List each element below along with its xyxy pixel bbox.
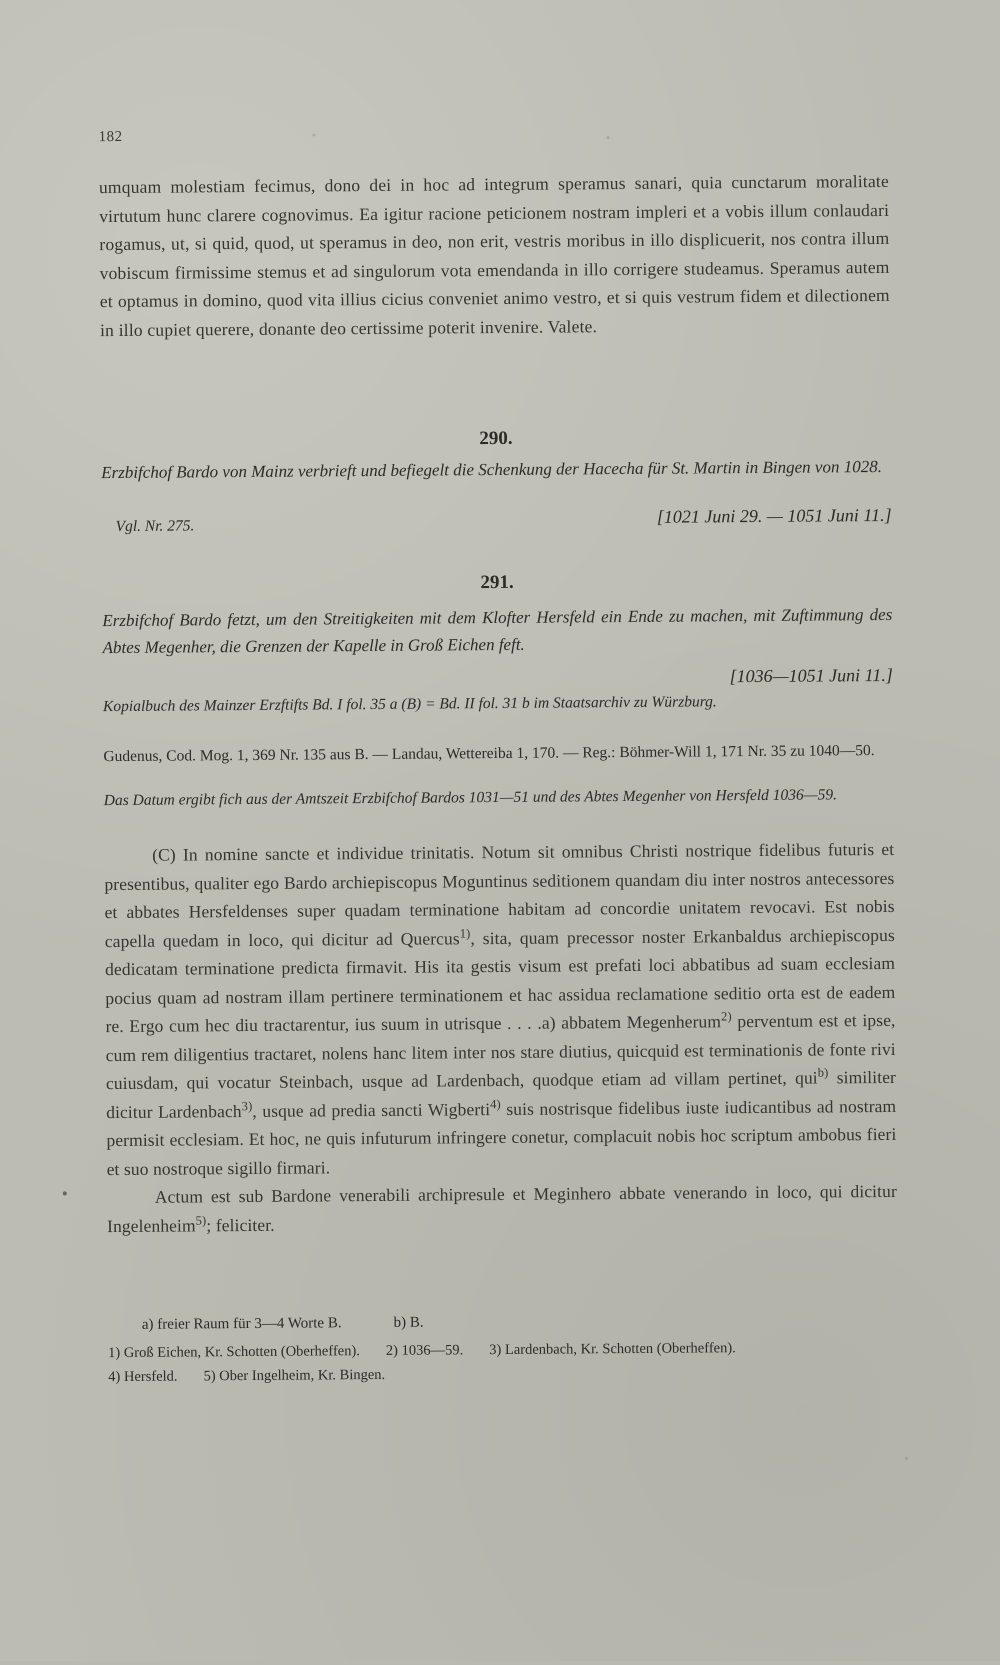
footnote-4: 4) Hersfeld. (108, 1368, 178, 1386)
entry-291-body (104, 835, 897, 1240)
footnote-2: 2) 1036—59. (385, 1342, 464, 1359)
ink-speck (905, 1457, 908, 1460)
entry-291-heading: Erzbifchof Bardo fetzt, um den Streitigkeiten mit dem Klofter Hersfeld ein Ende zu machen, mit Zuftimmung des Abtes Megenher, die Grenzen der Kapelle in Groß Eichen feft. (102, 604, 893, 658)
entry-291-footnotes (108, 1335, 908, 1389)
footnote-line-2 (108, 1359, 908, 1389)
page-number: 182 (98, 128, 123, 146)
entry-290-heading: Erzbifchof Bardo von Mainz verbrieft und befiegelt die Schenkung der Hacecha für St. Martin in Bingen von 1028. (101, 456, 882, 483)
entry-290-date: [1021 Juni 29. — 1051 Juni 11.] (656, 504, 892, 527)
entry-291-body-closing: Actum est sub Bardone venerabili archipresule et Meginhero abbate venerando in loco, qui dicitur Ingelenheim$^{5)}$; feliciter. (107, 1180, 897, 1236)
entry-290-reference: Vgl. Nr. 275. (115, 517, 195, 536)
entry-290-number: 290. (479, 427, 513, 450)
entry-291-source-manuscript: Kopialbuch des Mainzer Erzftifts Bd. I fol. 35 a (B) = Bd. II fol. 31 b im Staatsarchiv zu Würzburg. (102, 693, 717, 716)
ink-speck (313, 133, 316, 136)
entry-291-letter-notes (108, 1307, 898, 1337)
footnote-3: 3) Lardenbach, Kr. Schotten (Oberheffen). (489, 1340, 736, 1359)
note-a: a) freier Raum für 3—4 Worte B. (141, 1315, 342, 1333)
entry-291-body-main: (C) In nomine sancte et individue trinitatis. Notum sit omnibus Christi nostrique fidelibus futuris et presentibus, qualiter ego Bardo archiepiscopus Moguntinus seditionem quandam diu inter nostros antecessores et abbates Hersfeldenses super quadam terminatione habitam ad concordie unitatem revocavi. Est nobis capella quedam in loco, qui dicitur ad Quercus$^{1)}$, sita, quam precessor noster Erkanbaldus archiepiscopus dedicatam terminatione predicta firmavit. His ita gestis visum est prefati loci abbatibus ad suam ecclesiam pocius quam ad nostram illam pertinere terminationem et hac assidua reclamatione seditio orta est de eadem re. Ergo cum hec diu tractarentur, ius suum in utrisque . . . .a) abbatem Megenherum$^{2)}$ perventum est et ipse, cum rem diligentius tractaret, nolens hanc litem inter nos stare diutius, quicquid est terminationis de fonte rivi cuiusdam, qui vocatur Steinbach, usque ad Lardenbach, quodque etiam ad villam pertinet, qui$^{b)}$ similiter dicitur Lardenbach$^{3)}$, usque ad predia sancti Wigberti$^{4)}$ suis nostrisque fidelibus iuste iudicantibus ad nostram permisit ecclesiam. Et hoc, ne quis infuturum infringere conetur, complacuit nobis hoc scriptum ambobus fieri et suo nostroque sigillo firmari. (104, 838, 897, 1179)
entry-291-source-editions: Gudenus, Cod. Mog. 1, 369 Nr. 135 aus B. — Landau, Wettereiba 1, 170. — Reg.: Böhmer-Will 1, 171 Nr. 35 zu 1040—50. (103, 742, 875, 766)
ink-speck (63, 1191, 67, 1195)
entry-291-number: 291. (480, 571, 514, 594)
footnote-1: 1) Groß Eichen, Kr. Schotten (Oberheffen). (108, 1343, 360, 1362)
paragraph-top: umquam molestiam fecimus, dono dei in hoc ad integrum speramus sanari, quia cunctarum moralitate virtutum hunc clarere cognovimus. Ea igitur racione peticionem nostram impleri et a vobis illum conlaudari rogamus, ut, si quid, quod, ut speramus in deo, non erit, vestris moribus in illo displicuerit, nos contra illum vobiscum firmissime stemus et ad singulorum vota emendanda in illo corrigere studeamus. Speramus autem et optamus in domino, quod vita illius cicius conveniet animo vestro, et si quis vestrum fidem et dilectionem in illo cupiet querere, donante deo certissime poterit invenire. Valete. (98, 170, 890, 340)
ink-speck (607, 136, 610, 139)
entry-291-source-dating: Das Datum ergibt fich aus der Amtszeit Erzbifchof Bardos 1031—51 und des Abtes Megenher von Hersfeld 1036—59. (103, 786, 837, 810)
footnote-5: 5) Ober Ingelheim, Kr. Bingen. (203, 1366, 386, 1385)
note-b: b) B. (393, 1314, 424, 1331)
entry-291-date: [1036—1051 Juni 11.] (729, 664, 893, 687)
